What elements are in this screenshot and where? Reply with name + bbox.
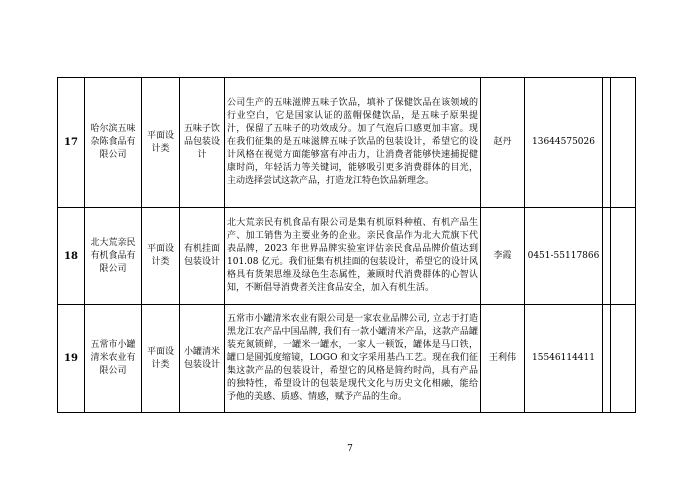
row-number: 18: [58, 208, 85, 305]
requirements-table: [57, 77, 636, 413]
contact-person: 王利伟: [481, 305, 525, 413]
category: 平面设计类: [142, 305, 180, 413]
project-description: 公司生产的五味滋牌五味子饮品，填补了保健饮品在该领域的行业空白，它是国家认证的蓝帽保健饮品，是五味子原果提汁，保留了五味子的功效成分。加了气泡后口感更加丰富。现在我们征集的是五味滋牌五味子饮品的包装设计，希望它的设计风格在视觉方面能够富有冲击力，让消费者能够快速捕捉健康时尚，年轻活力等关键词，能够吸引更多消费群体的目光，主动选择尝试这款产品，打造龙江特色饮品新理念。: [225, 78, 481, 208]
project-description: 五常市小罐清米农业有限公司是一家农业品牌公司, 立志于打造黑龙江农产品中国品牌, 我们有一款小罐清米产品，这款产品罐装充氮锁鲜，一罐米一罐水，一家人一顿饭，罐体是马口铁，罐口是圆弧度缩镜，LOGO 和文字采用基凸工艺。现在我们征集这款产品的包装设计，希望它的风格是简约时尚，具有产品的独特性，希望设计的包装是现代文化与历史文化相融，能给予他的美感、质感、情感，赋予产品的生命。: [225, 305, 481, 413]
contact-phone: 0451-55117866: [525, 208, 603, 305]
row-number: 17: [58, 78, 85, 208]
project-name: 有机挂面包装设计: [180, 208, 225, 305]
empty-cell: [611, 208, 636, 305]
table-row: [58, 305, 636, 413]
contact-phone: 13644575026: [525, 78, 603, 208]
company-name: 哈尔滨五味杂陈食品有限公司: [85, 78, 142, 208]
contact-phone: 15546114411: [525, 305, 603, 413]
empty-cell: [603, 208, 611, 305]
table-row: [58, 208, 636, 305]
row-number: 19: [58, 305, 85, 413]
project-name: 小罐清米包装设计: [180, 305, 225, 413]
project-name: 五味子饮品包装设计: [180, 78, 225, 208]
project-description: 北大荒亲民有机食品有限公司是集有机原料种植、有机产品生产、加工销售为主要业务的企业。亲民食品作为北大荒旗下代表品牌，2023 年世界品牌实验室评估亲民食品品牌价值达到 101.08 亿元。我们征集有机挂面的包装设计，希望它的设计风格具有货架思维及绿色生态属性，兼顾时代消费群体的心智认知，不断倡导消费者关注食品安全，加入有机生活。: [225, 208, 481, 305]
empty-cell: [611, 78, 636, 208]
contact-person: 李霞: [481, 208, 525, 305]
category: 平面设计类: [142, 78, 180, 208]
page-number: 7: [347, 444, 353, 454]
company-name: 五常市小罐清米农业有限公司: [85, 305, 142, 413]
category: 平面设计类: [142, 208, 180, 305]
empty-cell: [611, 305, 636, 413]
table-row: [58, 78, 636, 208]
contact-person: 赵丹: [481, 78, 525, 208]
empty-cell: [603, 78, 611, 208]
company-name: 北大荒亲民有机食品有限公司: [85, 208, 142, 305]
empty-cell: [603, 305, 611, 413]
